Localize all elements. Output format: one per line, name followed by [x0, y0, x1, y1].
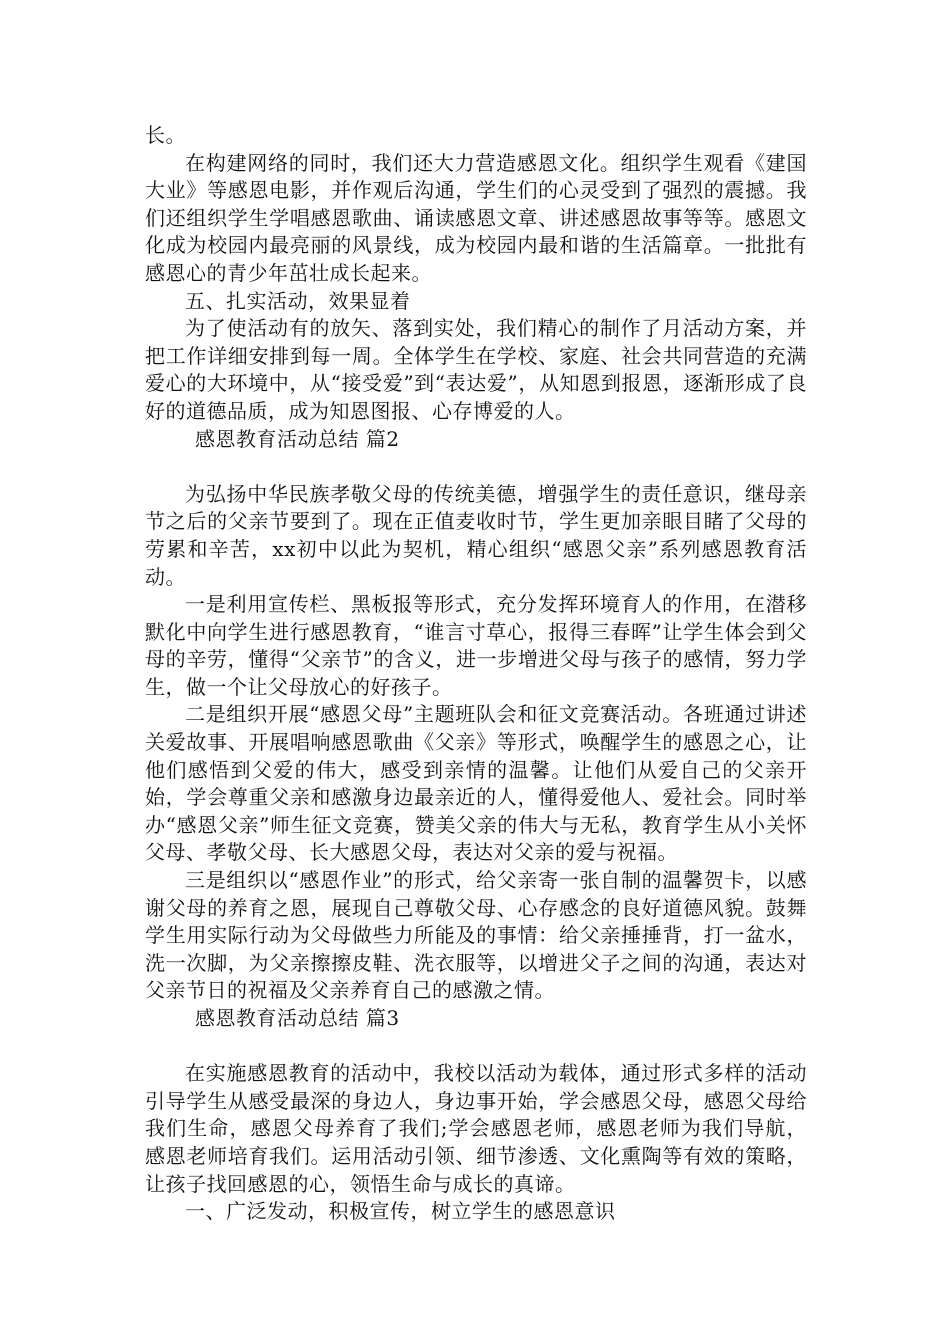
- article-title-2: 感恩教育活动总结 篇2: [195, 426, 400, 451]
- paragraph-activity-plan: 为了使活动有的放矢、落到实处，我们精心的制作了月活动方案，并把工作详细安排到每一周。全体学生在学校、家庭、社会共同营造的充满爱心的大环境中，从“接受爱”到“表达爱”，从知恩到报恩，逐渐形成了良好的道德品质，成为知恩图报、心存博爱的人。: [145, 316, 807, 423]
- paragraph-second: 二是组织开展“感恩父母”主题班队会和征文竞赛活动。各班通过讲述关爱故事、开展唱响感恩歌曲《父亲》等形式，唤醒学生的感恩之心，让他们感悟到父爱的伟大，感受到亲情的温馨。让他们从爱自己的父亲开始，学会尊重父亲和感激身边最亲近的人，懂得爱他人、爱社会。同时举办“感恩父亲”师生征文竞赛，赞美父亲的伟大与无私，教育学生从小关怀父母、孝敬父母、长大感恩父母，表达对父亲的爱与祝福。: [145, 702, 807, 865]
- section-heading-one: 一、广泛发动，积极宣传，树立学生的感恩意识: [185, 1199, 616, 1224]
- paragraph-continuation: 长。: [145, 123, 186, 147]
- paragraph-first: 一是利用宣传栏、黑板报等形式，充分发挥环境育人的作用，在潜移默化中向学生进行感恩教育，“谁言寸草心，报得三春晖”让学生体会到父母的辛劳，懂得“父亲节”的含义，进一步增进父母与孩子的感情，努力学生，做一个让父母放心的好孩子。: [145, 592, 807, 699]
- paragraph-fathers-day: 为弘扬中华民族孝敬父母的传统美德，增强学生的责任意识，继母亲节之后的父亲节要到了。现在正值麦收时节，学生更加亲眼目睹了父母的劳累和辛苦，xx初中以此为契机，精心组织“感恩父亲”系列感恩教育活动。: [145, 481, 807, 589]
- document-page: [145, 122, 807, 1226]
- section-heading-five: 五、扎实活动，效果显着: [185, 288, 411, 313]
- paragraph-implementation: 在实施感恩教育的活动中，我校以活动为载体，通过形式多样的活动引导学生从感受最深的身边人，身边事开始，学会感恩父母，感恩父母给我们生命，感恩父母养育了我们;学会感恩老师，感恩老师为我们导航，感恩老师培育我们。运用活动引领、细节渗透、文化熏陶等有效的策略，让孩子找回感恩的心，领悟生命与成长的真谛。: [145, 1061, 807, 1196]
- paragraph-culture: 在构建网络的同时，我们还大力营造感恩文化。组织学生观看《建国大业》等感恩电影，并作观后沟通，学生们的心灵受到了强烈的震撼。我们还组织学生学唱感恩歌曲、诵读感恩文章、讲述感恩故事等等。感恩文化成为校园内最亮丽的风景线，成为校园内最和谐的生活篇章。一批批有感恩心的青少年茁壮成长起来。: [145, 150, 807, 285]
- paragraph-third: 三是组织以“感恩作业”的形式，给父亲寄一张自制的温馨贺卡，以感谢父母的养育之恩，展现自己尊敬父母、心存感念的良好道德风貌。鼓舞学生用实际行动为父母做些力所能及的事情：给父亲捶捶背，打一盆水，洗一次脚，为父亲擦擦皮鞋、洗衣服等，以增进父子之间的沟通，表达对父亲节日的祝福及父亲养育自己的感激之情。: [145, 868, 807, 1003]
- article-title-3: 感恩教育活动总结 篇3: [195, 1006, 400, 1030]
